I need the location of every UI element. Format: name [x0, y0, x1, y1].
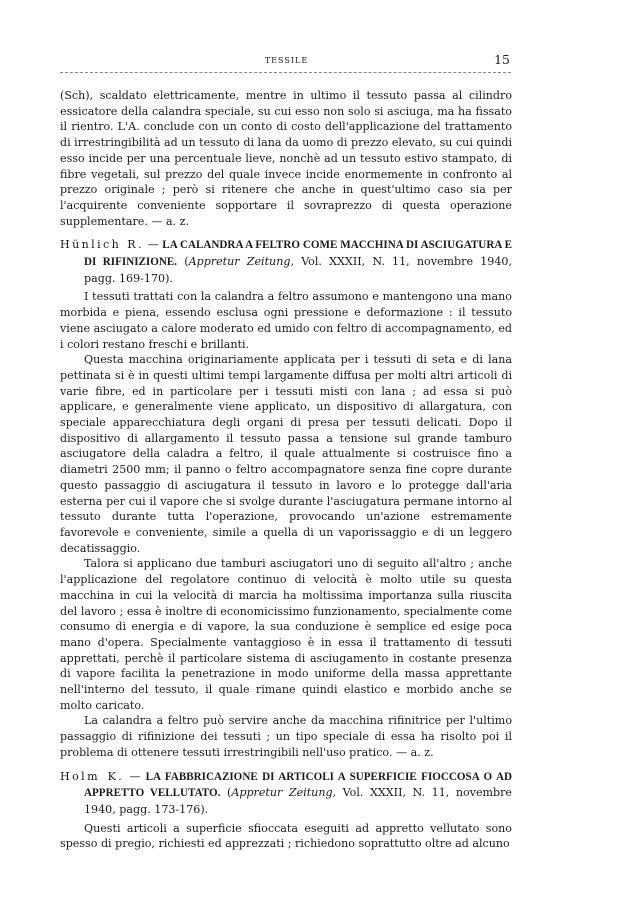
entry-title: LA FABBRICAZIONE DI ARTICOLI A SUPERFICIE FIOCCOSA O AD APPRETTO VELLUTATO. [84, 770, 512, 800]
paragraph: Questa macchina originariamente applicata per i tessuti di seta e di lana pettinata si è in questi ultimi tempi largamente diffusa per molti altri articoli di varie fibre, ed in particolare per i tessuti misti con lana ; ad essa si può applicare, e generalmente viene applicato, un dispositivo di allargatura, con speciale apparecchiatura degli organi di presa per tessuti delicati. Dopo il dispositivo di allargamento il tessuto passa a tensione sul grande tamburo asciugatore della caladra a feltro, il quale attualmente si costruisce fino a diametri 2500 mm; il panno o feltro accompagnatore senza fine copre durante questo passaggio di asciugatura il tessuto in lavoro e lo protegge dall'aria esterna per cui il vapore che si svolge durante l'asciugatura permane intorno al tessuto durante tutta l'operazione, provocando un'azione estremamente favorevole e conveniente, simile a quella di un vaporissaggio e di un leggero decatissaggio. [60, 353, 512, 555]
bibliographic-entry-heading: Hünlich R. — LA CALANDRA A FELTRO COME MACCHINA DI ASCIUGATURA E DI RIFINIZIONE. (Appretur Zeitung, Vol. XXXII, N. 11, novembre 1940, pagg. 169-170). [60, 238, 513, 285]
page-number: 15 [494, 52, 510, 67]
header-rule [60, 72, 511, 73]
entry-journal: Appretur Zeitung, [231, 786, 337, 800]
entry-dash: — [124, 769, 146, 783]
entry-dash: — [143, 238, 163, 252]
entry-journal: Appretur Zeitung, [188, 255, 294, 269]
entry-author: Holm K. [60, 769, 125, 783]
intro-paragraph: (Sch), scaldato elettricamente, mentre in ultimo il tessuto passa al cilindro essicatore della calandra speciale, su cui esso non solo si asciuga, ma ha fissato il rientro. L'A. conclude con un conto di costo dell'applicazione del trattamento di irrestringibilità ad un tessuto di lana da uomo di prezzo elevato, su cui quindi esso incide per una percentuale lieve, nonchè ad un tessuto estivo stampato, di fibre vegetali, sul prezzo del quale invece incide enormemente in confronto al prezzo originale ; però si ritenere che anche in quest'ultimo caso sia per l'acquirente conveniente sopportare il sovraprezzo di questa operazione supplementare. — a. z. [60, 89, 512, 228]
paragraph: Talora si applicano due tamburi asciugatori uno di seguito all'altro ; anche l'applicazione del regolatore continuo di velocità è molto utile su questa macchina in cui la velocità di marcia ha moltissima importanza sulla riuscita del lavoro ; essa è inoltre di economicissimo funzionamento, specialmente come consumo di energia e di vapore, la sua conduzione è semplice ed esige poca mano d'opera. Specialmente vantaggioso è in essa il trattamento di tessuti apprettati, perchè il particolare sistema di asciugamento in costante presenza di vapore facilita la penetrazione in modo uniforme della massa apprettante nell'interno del tessuto, il quale rimane quindi elastico e morbido anche se molto caricato. [60, 557, 512, 712]
entry-citation: Vol. XXXII, N. 11, novembre 1940, pagg. 169-170). [84, 255, 512, 285]
entry-citation: Vol. XXXII, N. 11, novembre 1940, pagg. 173-176). [84, 786, 512, 816]
bibliographic-entry-heading: Holm K. — LA FABBRICAZIONE DI ARTICOLI A SUPERFICIE FIOCCOSA O AD APPRETTO VELLUTATO. (Appretur Zeitung, Vol. XXXII, N. 11, novembre 1940, pagg. 173-176). [60, 769, 512, 816]
paragraph: Questi articoli a superficie sfioccata eseguiti ad appretto vellutato sono spesso di pregio, richiesti ed apprezzati ; richiedono soprattutto oltre ad alcuno [60, 821, 512, 851]
paragraph: La calandra a feltro può servire anche da macchina rifinitrice per l'ultimo passaggio di rifinizione dei tessuti ; un tipo speciale di essa ha risolto poi il problema di ottenere tessuti irrestringibili nell'uso pratico. — a. z. [60, 714, 512, 759]
entry-title: LA CALANDRA A FELTRO COME MACCHINA DI ASCIUGATURA E DI RIFINIZIONE. [84, 239, 513, 269]
entry-author: Hünlich R. [60, 238, 144, 252]
text-body [60, 88, 512, 852]
running-header: TESSILE [264, 56, 309, 65]
paragraph: I tessuti trattati con la calandra a feltro assumono e mantengono una mano morbida e piena, essendo esclusa ogni pressione e deformazione : il tessuto viene asciugato a calore moderato ed umido con feltro di accompagnamento, ed i colori restano freschi e brillanti. [60, 290, 512, 351]
